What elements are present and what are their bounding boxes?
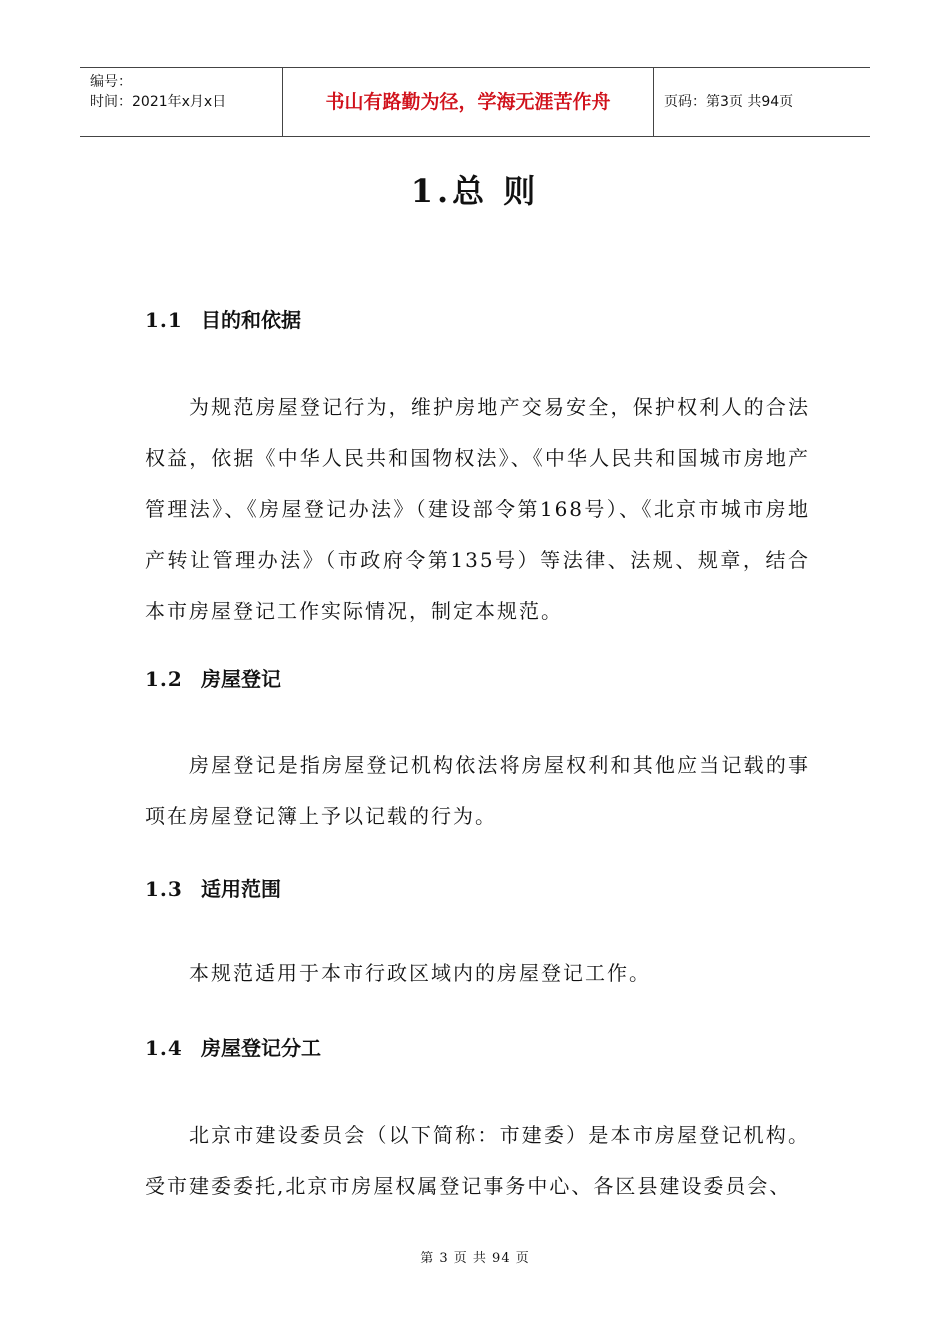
section-body-1-3: [145, 948, 810, 999]
paragraph: 本规范适用于本市行政区域内的房屋登记工作。: [189, 961, 651, 985]
date-line: 时间：2021年x月x日: [90, 94, 227, 110]
section-heading-1-1: [145, 304, 301, 333]
section-title: 目的和依据: [201, 308, 301, 332]
section-heading-1-2: [145, 663, 281, 692]
section-number: 1.1: [145, 308, 183, 332]
page-footer: 第 3 页 共 94 页: [420, 1251, 530, 1266]
header-page-info: 页码：第3页 共94页: [664, 94, 794, 110]
paragraph: 北京市建设委员会（以下简称：市建委）是本市房屋登记机构。受市建委委托,北京市房屋权属登记事务中心、各区县建设委员会、: [145, 1123, 810, 1198]
chapter-title: 1.总 则: [410, 172, 540, 210]
page-header: [80, 67, 870, 137]
section-number: 1.4: [145, 1036, 183, 1060]
section-heading-1-3: [145, 873, 281, 902]
section-number: 1.2: [145, 667, 183, 691]
paragraph: 为规范房屋登记行为，维护房地产交易安全，保护权利人的合法权益，依据《中华人民共和国物权法》、《中华人民共和国城市房地产管理法》、《房屋登记办法》（建设部令第168号）、《北京市城市房地产转让管理办法》（市政府令第135号）等法律、法规、规章，结合本市房屋登记工作实际情况，制定本规范。: [145, 395, 810, 623]
section-number: 1.3: [145, 877, 183, 901]
section-body-1-1: [145, 382, 810, 637]
header-meta: [80, 68, 280, 136]
section-body-1-2: [145, 740, 810, 842]
code-label: 编号：: [90, 74, 132, 90]
section-title: 房屋登记分工: [201, 1036, 321, 1060]
paragraph: 房屋登记是指房屋登记机构依法将房屋权利和其他应当记载的事项在房屋登记簿上予以记载的行为。: [145, 753, 810, 828]
section-title: 适用范围: [201, 877, 281, 901]
section-heading-1-4: [145, 1032, 321, 1061]
section-body-1-4: [145, 1110, 810, 1212]
header-motto: 书山有路勤为径，学海无涯苦作舟: [282, 68, 654, 136]
section-title: 房屋登记: [201, 667, 281, 691]
